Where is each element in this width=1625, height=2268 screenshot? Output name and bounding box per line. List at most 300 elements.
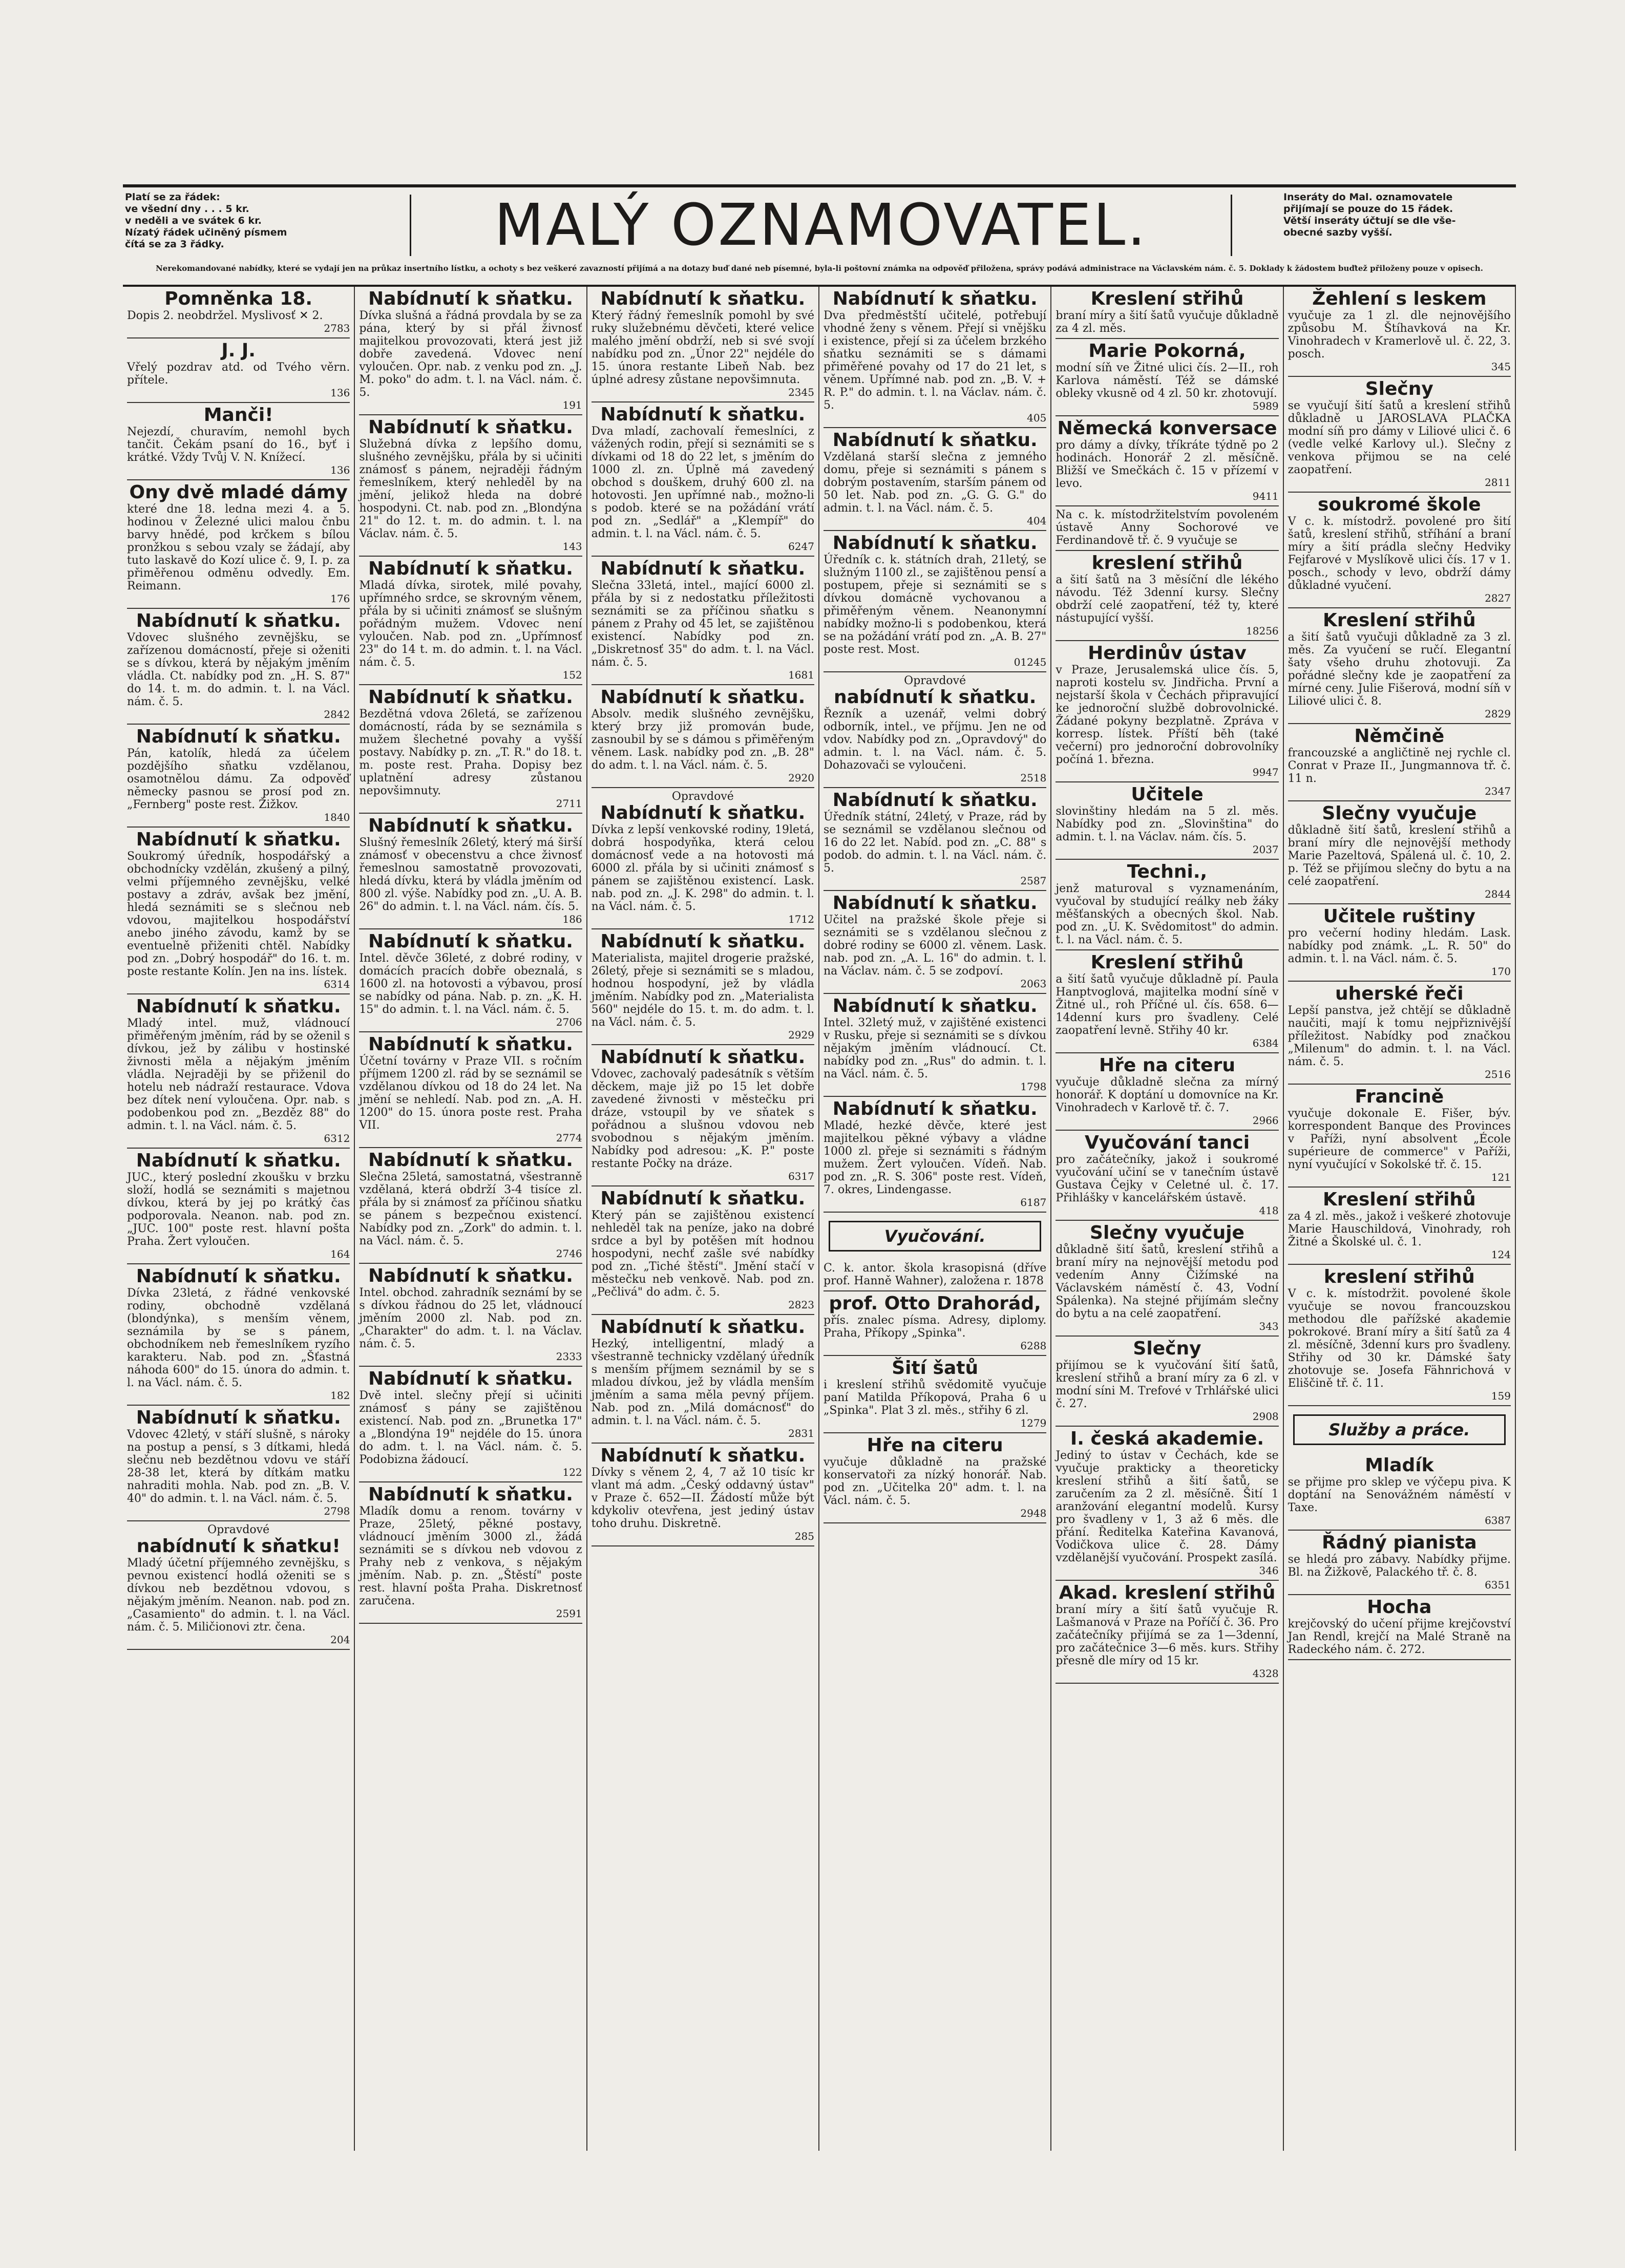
- ad-title: Nabídnutí k sňatku.: [368, 558, 573, 579]
- classified-ad: [359, 1264, 582, 1367]
- classified-ad: [824, 1097, 1046, 1213]
- ad-number: 136: [330, 464, 350, 476]
- classified-ad: [592, 287, 814, 402]
- ad-body: Slušný řemeslník 26letý, který má širší známosť v obecenstvu a chce živnosť řemeslnou samostatně provozovati, hledá dívku, která by vládla jměním od 800 zl. výše. Nabídky pod zn. „U. A. B. 26" do admin. t. l. na Václ. nám. čís. 5.: [359, 836, 582, 913]
- classified-ad: [592, 929, 814, 1045]
- ad-number: 2037: [1252, 843, 1279, 856]
- classified-ad: [127, 403, 350, 480]
- classified-ad: [592, 402, 814, 557]
- ad-title: Slečny vyučuje: [1322, 803, 1477, 824]
- classified-ad: [1056, 551, 1278, 641]
- ad-title: Akad. kreslení střihů: [1059, 1582, 1276, 1603]
- ad-body: Vzdělaná starší slečna z jemného domu, přeje si seznámiti s pánem s dobrým postavením, starším pánem od 50 let. Nab. pod zn. „G. G. G." do admin. t. l. na Václ. nám. č. 5.: [824, 451, 1047, 515]
- classified-ad: [1288, 1265, 1511, 1406]
- ad-title: Kreslení střihů: [1090, 952, 1244, 973]
- section-heading: Vyučování.: [829, 1221, 1041, 1252]
- ad-title: Pomněnka 18.: [164, 288, 313, 309]
- ad-number: 18256: [1246, 625, 1279, 637]
- ad-title: Žehlení s leskem: [1312, 288, 1487, 309]
- ad-title: Řádný pianista: [1321, 1532, 1477, 1553]
- classified-ad: [127, 828, 350, 994]
- terms-line: obecné sazby vyšší.: [1283, 227, 1392, 238]
- classified-ad: [127, 287, 350, 338]
- ad-body: Na c. k. místodržitelstvím povoleném ústavě Anny Sochorové ve Ferdinandově tř. č. 9 vyučuje se: [1056, 508, 1279, 547]
- classified-ad: [1288, 608, 1511, 724]
- ad-number: 6387: [1485, 1514, 1511, 1527]
- ad-columns: [123, 287, 1516, 2151]
- pricing-line: Nízatý řádek učiněný písmem: [125, 227, 287, 238]
- ad-body: Který řádný řemeslník pomohl by své ruky služebnému děvčeti, které velice malého jmění obdrží, neb si své svojí nabídku pod zn. „Únor 22" nejdéle do 15. února restante Libeň Nab. bez úplné adresy zůstane nepovšimnuta.: [591, 309, 814, 386]
- ad-body: Bezdětná vdova 26letá, se zařízenou domácností, ráda by se seznámila s mužem šlechetné povahy a vyšší postavy. Nabídky p. zn. „T. R." do 18. t. m. poste rest. Praha. Dopisy bez uplatnění adresy zůstanou nepovšimnuty.: [359, 708, 582, 797]
- ad-title: Nabídnutí k sňatku.: [368, 1150, 573, 1171]
- ad-number: 2746: [556, 1247, 582, 1260]
- ad-number: 9947: [1252, 766, 1279, 778]
- ad-body: za 4 zl. měs., jakož i veškeré zhotovuje Marie Hauschildová, Vinohrady, roh Žitné a Školské ul. č. 1.: [1288, 1210, 1511, 1248]
- ad-title: Hocha: [1367, 1597, 1432, 1618]
- ad-title: Kreslení střihů: [1322, 610, 1476, 631]
- ad-number: 2929: [788, 1029, 814, 1041]
- ad-number: 2842: [324, 708, 350, 720]
- classified-ad: [592, 1315, 814, 1444]
- ad-body: pro dámy a dívky, tříkráte týdně po 2 hodinách. Honorář 2 zl. měsíčně. Bližší ve Smečkách č. 15 v přízemí v levo.: [1056, 439, 1279, 490]
- column: [819, 287, 1051, 2151]
- ad-body: Který pán se zajištěnou existencí nehleděl tak na peníze, jako na dobré srdce a byl by potěšen mít hodnou hospodyni, nechť zašle své nabídky pod zn. „Tiché štěstí". Jmění stačí v městečku neb venkově. Nab. pod zn. „Pečlivá" do adm. č. 5.: [591, 1209, 814, 1299]
- classified-ad: [824, 1291, 1046, 1356]
- ad-number: 2516: [1485, 1068, 1511, 1080]
- ad-title: Nabídnutí k sňatku.: [368, 1034, 573, 1055]
- ad-body: Mladý účetní příjemného zevnějšku, s pevnou existencí hodlá oženiti se s dívkou neb bezdětnou vdovou, s nějakým jměním. Neanon. nab. pod zn. „Casamiento" do admin. t. l. na Václ. nám. č. 5. Miličionovi ztr. čena.: [127, 1557, 350, 1634]
- ad-body: Řezník a uzenář, velmi dobrý odborník, intel., ve příjmu. Jen ne od vdov. Nabídky pod zn. „Opravdový" do admin. t. l. na Václ. nám. č. 5. Dohazovači se vyloučeni.: [824, 708, 1047, 772]
- ad-number: 285: [794, 1530, 814, 1542]
- terms-line: přijímají se pouze do 15 řádek.: [1283, 203, 1453, 215]
- classified-ad: [127, 994, 350, 1149]
- classified-ad: [1288, 287, 1511, 377]
- classified-ad: [127, 480, 350, 609]
- ad-body: a šití šatů vyučuje důkladně pí. Paula Hanptvoglová, majitelka modní síně v Žitné ul., roh Příčné ul. čís. 658. 6—14denní kurs pro švadleny. Celé zaopatření levně. Střihy 40 kr.: [1056, 973, 1279, 1037]
- ad-title: kreslení střihů: [1091, 553, 1243, 574]
- classified-ad: [1288, 724, 1511, 801]
- ad-title: Nabídnutí k sňatku.: [600, 558, 806, 579]
- ad-number: 6247: [788, 540, 814, 553]
- ad-number: 6187: [1020, 1196, 1047, 1209]
- ad-title: Mladík: [1365, 1455, 1434, 1476]
- ad-title: Nabídnutí k sňatku.: [600, 931, 806, 952]
- classified-ad: [359, 287, 582, 415]
- ad-pretitle: Opravdové: [207, 1523, 270, 1536]
- classified-ad: [824, 1356, 1046, 1433]
- ad-number: 2823: [788, 1299, 814, 1311]
- ad-number: 6384: [1252, 1037, 1279, 1049]
- ad-title: Nabídnutí k sňatku.: [368, 687, 573, 708]
- ad-title: Nabídnutí k sňatku.: [832, 995, 1038, 1016]
- ad-body: Pán, katolík, hledá za účelem pozdějšího sňatku vzdělanou, osamotnělou dámu. Za odpověď německy pasnou se prosí pod zn. „Fernberg" poste rest. Žižkov.: [127, 747, 350, 811]
- ad-title: Nabídnutí k sňatku.: [368, 417, 573, 438]
- masthead-terms: [1283, 192, 1514, 239]
- ad-body: vyučuje za 1 zl. dle nejnovějšího způsobu M. Štíhavková na Kr. Vinohradech v Kramerlově ul. č. 22, 3. posch.: [1288, 309, 1511, 361]
- ad-body: Účetní továrny v Praze VII. s ročním příjmem 1200 zl. rád by se seznámil se vzdělanou dívkou od 18 do 24 let. Na jmění se nehledí. Nab. pod zn. „A. H. 1200" do 15. února poste rest. Praha VII.: [359, 1055, 582, 1132]
- ad-title: Nabídnutí k sňatku.: [368, 815, 573, 836]
- ad-body: Vdovec slušného zevnějšku, se zařízenou domácností, přeje si oženiti se s dívkou, která by nějakým jměním vládla. Ct. nabídky pod zn. „H. S. 87" do 14. t. m. do admin. t. l. na Václ. nám. č. 5.: [127, 631, 350, 708]
- pricing-line: ve všední dny . . . 5 kr.: [125, 203, 249, 215]
- ad-title: Nabídnutí k sňatku.: [832, 430, 1038, 451]
- ad-title: Nabídnutí k sňatku.: [832, 1098, 1038, 1119]
- ad-title: I. česká akademie.: [1070, 1428, 1264, 1449]
- ad-number: 2783: [324, 322, 350, 334]
- ad-number: 136: [330, 387, 350, 399]
- masthead: [123, 184, 1516, 287]
- classified-ad: [1288, 377, 1511, 493]
- ad-number: 2831: [788, 1427, 814, 1439]
- ad-number: 6317: [788, 1170, 814, 1182]
- classified-ad: [1288, 493, 1511, 608]
- ad-number: 1681: [788, 669, 814, 681]
- ad-body: vyučuje důkladně na pražské konservatoři za nízký honorář. Nab. pod zn. „Učitelka 20" adm. t. l. na Václ. nám. č. 5.: [824, 1456, 1047, 1507]
- masthead-note: Nerekomandované nabídky, které se vydají jen na průkaz insertního lístku, a ochoty s bez veškeré zavazností přijímá a na dotazy buď dané neb písemné, byla-li poštovní známka na odpověď přiložena, správy podává administrace na Václavském nám. č. 5. Doklady k žádostem buďtež přiloženy pouze v opisech.: [156, 264, 1483, 273]
- ad-body: Intel. 32letý muž, v zajištěné existenci v Rusku, přeje si seznámiti se s dívkou nějakým jměním vládnoucí. Ct. nabídky pod zn. „Rus" do admin. t. l. na Václ. nám. č. 5.: [824, 1016, 1047, 1080]
- classified-ad: [1288, 1595, 1511, 1660]
- classified-ad: [127, 1149, 350, 1264]
- ad-body: i kreslení střihů svědomitě vyučuje paní Matilda Příkopová, Praha 6 u „Spinka". Plat 3 zl. měs., střihy 6 zl.: [824, 1379, 1047, 1417]
- classified-ad: [1056, 416, 1278, 506]
- ad-title: Nabídnutí k sňatku.: [136, 829, 341, 850]
- ad-title: Slečny vyučuje: [1090, 1222, 1244, 1243]
- ad-number: 9411: [1252, 490, 1279, 502]
- classified-ad: [1056, 1221, 1278, 1337]
- ad-title: Nabídnutí k sňatku.: [136, 1266, 341, 1287]
- ad-number: 2587: [1020, 875, 1047, 887]
- ad-title: Němčině: [1354, 726, 1445, 747]
- ad-body: Dopis 2. neobdržel. Myslivosť ✕ 2.: [127, 309, 323, 322]
- ad-body: V c. k. místodržit. povolené škole vyučuje se novou francouzskou methodou dle pařížské akademie pokrokové. Braní míry a šití šatů za 4 zl. měsíčně, 3denní kurs pro švadleny. Střihy od 30 kr. Dámské šaty zhotovuje se. Josefa Fähnrichová v Eliščině tř. č. 11.: [1288, 1287, 1511, 1390]
- ad-title: Slečny: [1133, 1338, 1201, 1359]
- ad-body: důkladně šití šatů, kreslení střihů a braní míry na nejnovější metodu pod vedením Anny Čižímské na Václavském náměstí č. 43, Vodní Spálenka). Na stejné přijímám slečny do bytu a na celé zaopatření.: [1056, 1243, 1279, 1320]
- section-heading: Služby a práce.: [1293, 1414, 1506, 1445]
- ad-number: 170: [1491, 965, 1511, 978]
- ad-body: Mladá dívka, sirotek, milé povahy, upřímného srdce, se skrovným věnem, přála by si učiniti známosť se slušným pořádným mužem. Vdovec není vyloučen. Nab. pod zn. „Upřímnosť 23" do 14 t. m. do admin. t. l. na Václ. nám. č. 5.: [359, 579, 582, 669]
- ad-title: Nabídnutí k sňatku.: [600, 802, 806, 823]
- ad-title: Techni.,: [1127, 861, 1208, 882]
- ad-title: Hře na citeru: [1099, 1055, 1235, 1076]
- ad-number: 418: [1259, 1204, 1279, 1217]
- classified-ad: [127, 725, 350, 828]
- ad-body: Slečna 25letá, samostatná, všestranně vzdělaná, která obdrží 3-4 tisíce zl. přála by si známosť za příčinou sňatku se pánem s bezpečnou existencí. Nabídky pod zn. „Zork" do admin. t. l. na Václ. nám. č. 5.: [359, 1171, 582, 1247]
- ad-number: 2706: [556, 1016, 582, 1028]
- ad-body: Dívka 23letá, z řádné venkovské rodiny, obchodně vzdělaná (blondýnka), s menším věnem, seznámila by se s pánem, obchodníkem neb řemeslníkem ryzího karakteru. Nab. pod zn. „Šťastná náhoda 600" do 15. února do admin. t. l. na Václ. nám. č. 5.: [127, 1287, 350, 1389]
- ad-number: 186: [562, 913, 582, 925]
- ad-body: Mladík domu a renom. továrny v Praze, 25letý, pěkné postavy, vládnoucí jměním 3000 zl., žádá seznámiti se s dívkou neb vdovou z Prahy neb z venkova, s nějakým jměním. Nab. p. zn. „Štěstí" poste rest. hlavní pošta Praha. Diskretnosť zaručena.: [359, 1505, 582, 1607]
- ad-number: 343: [1259, 1320, 1279, 1332]
- classified-ad: [1288, 982, 1511, 1085]
- column: [587, 287, 819, 2151]
- classified-ad: [1056, 1427, 1278, 1581]
- ad-body: Intel. děvče 36leté, z dobré rodiny, v domácích pracích dobře obeznalá, s 1600 zl. na hotovosti a výbavou, prosí se nabídky od pána. Nab. p. zn. „K. H. 15" do admin. t. l. na Václ. nám. č. 5.: [359, 952, 582, 1016]
- classified-ad: [824, 672, 1046, 788]
- classified-ad: [592, 1045, 814, 1186]
- ad-title: Nabídnutí k sňatku.: [832, 893, 1038, 914]
- terms-line: Větší inseráty účtují se dle vše-: [1283, 215, 1456, 226]
- ad-body: Lepší panstva, jež chtějí se důkladně naučiti, mají k tomu nejpřiznivější příležitost. Nabídky pod značkou „Milenum" do admin. t. l. na Václ. nám. č. 5.: [1288, 1004, 1511, 1068]
- ad-title: Nabídnutí k sňatku.: [136, 1407, 341, 1428]
- ad-title: J. J.: [221, 340, 256, 361]
- classified-ad: [824, 1433, 1046, 1523]
- ad-title: Slečny: [1365, 378, 1433, 399]
- ad-number: 182: [330, 1389, 350, 1402]
- ad-body: které dne 18. ledna mezi 4. a 5. hodinou v Železné ulici malou čnbu barvy hnědé, pod krčkem s bílou pronžkou s sebou vzaly se žádají, aby tuto laskavě do Kozí ulice č. 9, I. p. za přiměřenou odměnu odvedly. Em. Reimann.: [127, 503, 350, 592]
- classified-ad: [1288, 1453, 1511, 1531]
- ad-title: Kreslení střihů: [1322, 1189, 1476, 1210]
- ad-body: Služebná dívka z lepšího domu, slušného zevnějšku, přála by si učiniti známosť s pánem, nejraději řádným řemeslníkem, který nehleděl by na jmění, jelikož hleda na dobré hospodyni. Ct. nab. pod zn. „Blondýna 21" do 12. t. m. do admin. t. l. na Václav. nám. č. 5.: [359, 438, 582, 540]
- ad-body: vyučuje důkladně slečna za mírný honorář. K doptání u domovníce na Kr. Vinohradech v Karlově tř. č. 7.: [1056, 1076, 1279, 1114]
- ad-body: braní míry a šití šatů vyučuje R. Lašmanová v Praze na Poříčí č. 36. Pro začátečníky přijímá se za 1—3denní, pro začátečnice 3—6 měs. kurs. Střihy přesně dle míry od 15 kr.: [1056, 1603, 1279, 1667]
- classified-ad: [127, 1264, 350, 1406]
- classified-ad: [127, 1406, 350, 1521]
- column: [1284, 287, 1516, 2151]
- ad-title: Nabídnutí k sňatku.: [832, 288, 1038, 309]
- classified-ad: [359, 415, 582, 557]
- classified-ad: [359, 1367, 582, 1482]
- ad-body: Absolv. medik slušného zevnějšku, který brzy již promován bude, zasnoubil by se s dámou s přiměřeným věnem. Lask. nabídky pod zn. „B. 28" do adm. t. l. na Václ. nám. č. 5.: [591, 708, 814, 772]
- ad-body: Vřelý pozdrav atd. od Tvého věrn. přítele.: [127, 361, 350, 387]
- classified-ad: [1288, 1085, 1511, 1188]
- ad-body: Vdovec, zachovalý padesátník s větším děckem, maje již po 15 let dobře zavedené živnosti v městečku pri dráze, vstoupil by ve sňatek s pořádnou a slušnou vdovou neb svobodnou s nějakým jměním. Nabídky pod adresou: „K. P." poste restante Počky na dráze.: [591, 1068, 814, 1170]
- ad-body: slovinštiny hledám na 5 zl. měs. Nabídky pod zn. „Slovinština" do admin. t. l. na Václav. nám. čís. 5.: [1056, 805, 1279, 843]
- ad-body: přijímou se k vyučování šití šatů, kreslení střihů a braní míry za 6 zl. v modní síni M. Trefové v Trhlářské ulici č. 27.: [1056, 1359, 1279, 1410]
- ad-title: Nabídnutí k sňatku.: [368, 288, 573, 309]
- ad-number: 1712: [788, 913, 814, 925]
- ad-body: Nejezdí, churavím, nemohl bych tančit. Čekám psaní do 16., byť i krátké. Vždy Tvůj V. N. Knížecí.: [127, 426, 350, 464]
- ad-number: 2333: [556, 1350, 582, 1363]
- ad-title: Nabídnutí k sňatku.: [136, 1150, 341, 1171]
- ad-title: Nabídnutí k sňatku.: [600, 1188, 806, 1209]
- ad-body: Soukromý úředník, hospodářský a obchodnícky vzdělán, zkušený a pilný, velmi příjemného zevnějšku, velké postavy a zdráv, avšak bez jmění, hledá seznámiti se s slečnou neb vdovou, majitelkou hospodářství anebo jiného závodu, kamž by se eventuelně přiženiti chtěl. Nabídky pod zn. „Dobrý hospodář" do 16. t. m. poste restante Kolín. Jen na ins. lístek.: [127, 850, 350, 978]
- classified-ad: [592, 788, 814, 929]
- ad-number: 164: [330, 1248, 350, 1260]
- pricing-line: v neděli a ve svátek 6 kr.: [125, 215, 262, 226]
- ad-title: soukromé škole: [1318, 494, 1481, 515]
- ad-number: 6314: [324, 978, 350, 990]
- classified-ad: [1056, 641, 1278, 782]
- ad-number: 124: [1491, 1248, 1511, 1261]
- classified-ad: [1056, 1053, 1278, 1131]
- ad-pretitle: Opravdové: [904, 674, 966, 687]
- ad-body: a šití šatů na 3 měsíční dle lékého návodu. Též 3denní kursy. Slečny obdrží celé zaopatření, též ty, které nástupující vyšší.: [1056, 574, 1279, 625]
- ad-body: Slečna 33letá, intel., mající 6000 zl. přála by si z nedostatku příležitosti seznámiti se za příčinou sňatku s pánem z Prahy od 45 let, se zajištěnou existencí. Nabídky pod zn. „Diskretnosť 35" do adm. t. l. na Václ. nám. č. 5.: [591, 579, 814, 669]
- ad-body: Intel. obchod. zahradník seznámí by se s dívkou řádnou do 25 let, vládnoucí jměním 2000 zl. Nab. pod zn. „Charakter" do adm. t. l. na Václav. nám. č. 5.: [359, 1286, 582, 1350]
- classified-ad: [592, 685, 814, 788]
- ad-body: Dívka z lepší venkovské rodiny, 19letá, dobrá hospodyňka, která celou domácnosť vede a na hotovosti má 6000 zl. přála by si učiniti známosť s pánem se zajištěnou existencí. Lask. nab. pod zn. „J. K. 298" do admin. t. l. na Václ. nám. č. 5.: [591, 823, 814, 913]
- ad-number: 2711: [556, 797, 582, 810]
- ad-title: Nabídnutí k sňatku.: [600, 404, 806, 425]
- classified-ad: [592, 557, 814, 685]
- ad-pretitle: Opravdové: [671, 790, 734, 803]
- ad-body: v Praze, Jerusalemská ulice čís. 5, naproti kostelu sv. Jindřicha. První a nejstarší škola v Čechách připravující ke jednoroční službě dobrovolnické. Žádané pokyny bezplatně. Zpráva v korresp. lístek. Příští běh (také večerní) pro jednoroční dobrovolníky počíná 1. března.: [1056, 664, 1279, 766]
- ad-title: nabídnutí k sňatku!: [136, 1536, 341, 1557]
- classified-ad: [1288, 1188, 1511, 1265]
- ad-number: 143: [562, 540, 582, 553]
- classified-ad: [592, 1186, 814, 1315]
- ad-number: 2347: [1485, 785, 1511, 797]
- ad-number: 404: [1027, 515, 1047, 527]
- ad-number: 2948: [1020, 1507, 1047, 1519]
- column: [1051, 287, 1283, 2151]
- ad-title: Německá konversace: [1057, 418, 1277, 439]
- ad-body: Mladé, hezké děvče, které jest majitelkou pěkné výbavy a vládne 1000 zl. přeje si seznámiti s řádným mužem. Žert vyloučen. Vídeň. Nab. pod zn. „R. S. 306" poste rest. Vídeň, 7. okres, Lindengasse.: [824, 1119, 1047, 1196]
- ad-body: a šití šatů vyučuji důkladně za 3 zl. měs. Za vyučení se ručí. Elegantní šaty všeho druhu zhotovuji. Za pořádné slečny kde je zaopatření za mírné ceny. Julie Fišerová, modní síň v Liliové ulici č. 8.: [1288, 631, 1511, 708]
- classified-ad: [359, 814, 582, 929]
- classified-ad: [824, 287, 1046, 428]
- ad-number: 2966: [1252, 1114, 1279, 1127]
- ad-body: Hezký, intelligentní, mladý a všestranně technicky vzdělaný úředník s menším příjmem seznámil by se s mladou dívkou, jež by vládla menším jměním a sama měla pevný příjem. Nab. pod zn. „Milá domácnosť" do admin. t. l. na Václ. nám. č. 5.: [591, 1338, 814, 1427]
- ad-number: 2844: [1485, 888, 1511, 900]
- classified-ad: [1288, 1531, 1511, 1595]
- ad-number: 5989: [1252, 400, 1279, 412]
- ad-body: Jediný to ústav v Čechách, kde se vyučuje prakticky a theoreticky kreslení střihů a šití šatů, se zaručením za 2 zl. měsíčně. Šití 1 aranžování elegantní modelů. Kursy pro švadleny v 1, 3 až 6 měs. dle přání. Ředitelka Kateřina Kavanová, Vodičkova ulice č. 28. Dámy vzdělanější vyučování. Prospekt zasílá.: [1056, 1449, 1279, 1564]
- ad-title: Marie Pokorná,: [1088, 341, 1246, 362]
- ad-body: V c. k. místodrž. povolené pro šití šatů, kreslení střihů, stříhání a braní míry a šití prádla slečny Hedviky Fejfarové v Myslíkově ulici čís. 17 v 1. posch., schody v levo, obdrží dámy důkladné vyučení.: [1288, 515, 1511, 592]
- classified-ad: [127, 609, 350, 725]
- masthead-title: MALÝ OZNAMOVATEL.: [410, 195, 1232, 256]
- classified-ad: [359, 1032, 582, 1148]
- classified-ad: [1056, 506, 1278, 551]
- classified-ad: [1288, 904, 1511, 982]
- classified-ad: [359, 929, 582, 1032]
- ad-title: Nabídnutí k sňatku.: [832, 790, 1038, 811]
- classified-ad: [127, 338, 350, 403]
- classified-ad: [359, 1148, 582, 1264]
- ad-body: Úředník státní, 24letý, v Praze, rád by se seznámil se vzdělanou slečnou od 16 do 22 let. Nabíd. pod zn. „C. 88" s podob. do admin. t. l. na Václ. nám. č. 5.: [824, 811, 1047, 875]
- ad-number: 2829: [1485, 708, 1511, 720]
- ad-title: Nabídnutí k sňatku.: [600, 1445, 806, 1466]
- ad-title: Nabídnutí k sňatku.: [600, 1047, 806, 1068]
- ad-number: 6312: [324, 1132, 350, 1144]
- ad-number: 2518: [1020, 772, 1047, 784]
- classified-ad: [127, 1521, 350, 1650]
- ad-title: Ony dvě mladé dámy: [129, 482, 348, 503]
- ad-number: 152: [562, 669, 582, 681]
- ad-body: Mladý intel. muž, vládnoucí přiměřeným jměním, rád by se oženil s dívkou, jež by zálibu v hostinské živnosti měla a nějakým jměním vládla. Nejraději by se přiženil do hotelu neb nádraží restaurace. Vdova bez dítek není vyloučena. Opr. nab. s podobenkou pod zn. „Bezděz 88" do admin. t. l. na Václ. nám. č. 5.: [127, 1017, 350, 1132]
- ad-body: se přijme pro sklep ve výčepu piva. K doptání na Senovážném náměstí v Taxe.: [1288, 1476, 1511, 1514]
- ad-title: Nabídnutí k sňatku.: [368, 1484, 573, 1505]
- ad-body: Dva mladí, zachovalí řemeslníci, z vážených rodin, přejí si seznámiti se s dívkami od 18 do 22 let, s jměním do 1000 zl. zn. Úplně má zavedený obchod s douškem, druhý 600 zl. na hotovosti. Jen upřímné nab., možno-li s podob. které se na požádání vrátí pod zn. „Sedlář" a „Klempíř" do admin. t. l. na Václ. nám. č. 5.: [591, 425, 814, 540]
- column: [355, 287, 587, 2151]
- classified-ad: [1288, 801, 1511, 904]
- ad-number: 2827: [1485, 592, 1511, 604]
- ad-number: 176: [330, 592, 350, 605]
- classified-ad: [1056, 1337, 1278, 1427]
- ad-title: Nabídnutí k sňatku.: [136, 726, 341, 747]
- ad-title: Francině: [1355, 1086, 1444, 1107]
- classified-ad: [1056, 950, 1278, 1053]
- classified-ad: [1056, 1131, 1278, 1221]
- ad-title: Vyučování tanci: [1084, 1132, 1250, 1153]
- classified-ad: [824, 788, 1046, 891]
- classified-ad: [359, 685, 582, 814]
- ad-body: JUC., který poslední zkoušku v brzku složí, hodlá se seznámiti s majetnou dívkou, která by jej po krátký čas podporovala. Neanon. nab. pod zn. „JUC. 100" poste rest. hlavní pošta Praha. Žert vyloučen.: [127, 1171, 350, 1248]
- ad-title: prof. Otto Drahorád,: [829, 1293, 1041, 1314]
- ad-title: Nabídnutí k sňatku.: [136, 996, 341, 1017]
- ad-body: C. k. antor. škola krasopisná (dříve prof. Hanně Wahner), založena r. 1878: [824, 1262, 1047, 1287]
- ad-title: Manči!: [203, 405, 273, 426]
- ad-number: 2345: [788, 386, 814, 398]
- ad-title: Herdinův ústav: [1088, 643, 1247, 664]
- ad-body: Dva předměstští učitelé, potřebují vhodné ženy s věnem. Přejí si vnějšku i existence, přejí si za účelem brzkého sňatku seznámiti se s dámami přiměřené povahy od 17 do 21 let, s věnem. Upřímné nab. pod zn. „B. V. + R. P." do admin. t. l. na Václav. nám. č. 5.: [824, 309, 1047, 412]
- ad-title: Nabídnutí k sňatku.: [368, 931, 573, 952]
- ad-body: Dvě intel. slečny přejí si učiniti známosť s pány se zajištěnou existencí. Nab. pod zn. „Brunetka 17" a „Blondýna 19" nejdéle do 15. února do adm. t. l. na Václ. nám. č. 5. Podobizna žádoucí.: [359, 1389, 582, 1466]
- ad-number: 159: [1491, 1390, 1511, 1402]
- ad-number: 121: [1491, 1171, 1511, 1183]
- ad-title: nabídnutí k sňatku.: [833, 687, 1037, 708]
- column: [123, 287, 355, 2151]
- ad-number: 6288: [1020, 1340, 1047, 1352]
- ad-title: Hře na citeru: [867, 1435, 1003, 1456]
- ad-title: Nabídnutí k sňatku.: [136, 610, 341, 631]
- ad-number: 2798: [324, 1505, 350, 1517]
- ad-number: 2774: [556, 1132, 582, 1144]
- ad-number: 01245: [1014, 656, 1047, 668]
- ad-number: 2908: [1252, 1410, 1279, 1423]
- ad-title: Nabídnutí k sňatku.: [832, 533, 1038, 554]
- ad-body: francouzské a angličtině nej rychle cl. Conrat v Praze II., Jungmannova tř. č. 11 n.: [1288, 747, 1511, 785]
- ad-body: pro začátečníky, jakož i soukromé vyučování učiní se v tanečním ústavě Gustava Čejky v Celetné ul. č. 17. Přihlášky v kancelářském ústavě.: [1056, 1153, 1279, 1204]
- ad-body: Materialista, majitel drogerie pražské, 26letý, přeje si seznámiti se s mladou, hodnou hospodyní, jež by vládla jměním. Nabídky pod zn. „Materialista 560" nejdéle do 15. t. m. do adm. t. l. na Václ. nám. č. 5.: [591, 952, 814, 1029]
- pricing-line: Platí se za řádek:: [125, 192, 220, 203]
- classified-ad: [824, 891, 1046, 994]
- ad-number: 6351: [1485, 1579, 1511, 1591]
- classified-ad: [824, 994, 1046, 1097]
- ad-title: Nabídnutí k sňatku.: [600, 288, 806, 309]
- ad-title: Nabídnutí k sňatku.: [600, 687, 806, 708]
- ad-number: 346: [1259, 1564, 1279, 1577]
- pricing-line: čítá se za 3 řádky.: [125, 239, 224, 250]
- ad-number: 1279: [1020, 1417, 1047, 1429]
- ad-body: modní síň ve Žitné ulici čís. 2—II., roh Karlova náměstí. Též se dámské obleky vkusně od 4 zl. 50 kr. zhotovují.: [1056, 362, 1279, 400]
- ad-title: uherské řeči: [1335, 983, 1464, 1004]
- ad-number: 4328: [1252, 1667, 1279, 1680]
- ad-body: Úředník c. k. státních drah, 21letý, se služným 1100 zl., se zajištěnou pensí a postupem, přeje si seznámiti se s dívkou domácně vychovanou a přiměřeným věnem. Neanonymní nabídky možno-li s podobenkou, která se na požádání vrátí pod zn. „A. B. 27" poste rest. Most.: [824, 554, 1047, 656]
- ad-body: Učitel na pražské škole přeje si seznámiti se s vzdělanou slečnou z dobré rodiny se 6000 zl. věnem. Lask. nab. pod zn. „A. L. 16" do admin. t. l. na Václav. nám. č. 5 se zodpoví.: [824, 914, 1047, 978]
- ad-title: Kreslení střihů: [1090, 288, 1244, 309]
- ad-title: Nabídnutí k sňatku.: [368, 1368, 573, 1389]
- ad-title: Učitele: [1131, 784, 1204, 805]
- ad-body: jenž maturoval s vyznamenáním, vyučoval by studující reálky neb žáky měšťanských a obecných škol. Nab. pod zn. „U. K. Svědomitost" do admin. t. l. na Václ. nám. č. 5.: [1056, 882, 1279, 946]
- classified-ad: [1056, 1581, 1278, 1684]
- classified-ad: [592, 1444, 814, 1546]
- ad-number: 204: [330, 1634, 350, 1646]
- ad-number: 122: [562, 1466, 582, 1478]
- ad-title: Šití šatů: [892, 1358, 979, 1379]
- ad-body: krejčovský do učení přijme krejčovství Jan Rendl, krejčí na Malé Straně na Radeckého nám. č. 272.: [1288, 1618, 1511, 1656]
- ad-body: přís. znalec písma. Adresy, diplomy. Praha, Příkopy „Spinka".: [824, 1314, 1047, 1340]
- classified-ad: [824, 1260, 1046, 1291]
- ad-title: Nabídnutí k sňatku.: [600, 1317, 806, 1338]
- ad-number: 2811: [1485, 476, 1511, 489]
- classified-ad: [1056, 782, 1278, 860]
- ad-body: pro večerní hodiny hledám. Lask. nabídky pod známk. „L. R. 50" do admin. t. l. na Václ. nám. č. 5.: [1288, 927, 1511, 965]
- classified-ad: [1056, 860, 1278, 950]
- newspaper-page: [123, 184, 1516, 2181]
- ad-title: Nabídnutí k sňatku.: [368, 1265, 573, 1286]
- classified-ad: [1056, 339, 1278, 416]
- classified-ad: [359, 557, 582, 685]
- ad-number: 2591: [556, 1607, 582, 1620]
- classified-ad: [824, 531, 1046, 672]
- ad-number: 2920: [788, 772, 814, 784]
- terms-line: Inseráty do Mal. oznamovatele: [1283, 192, 1453, 203]
- ad-number: 405: [1027, 412, 1047, 424]
- ad-number: 2063: [1020, 978, 1047, 990]
- ad-body: se vyučují šití šatů a kreslení střihů důkladně u JAROSLAVA PLAČKA modní síň pro dámy v Liliové ulici č. 6 (vedle velké Karlovy ul.). Slečny z venkova přijmou se na celé zaopatření.: [1288, 399, 1511, 476]
- classified-ad: [1056, 287, 1278, 339]
